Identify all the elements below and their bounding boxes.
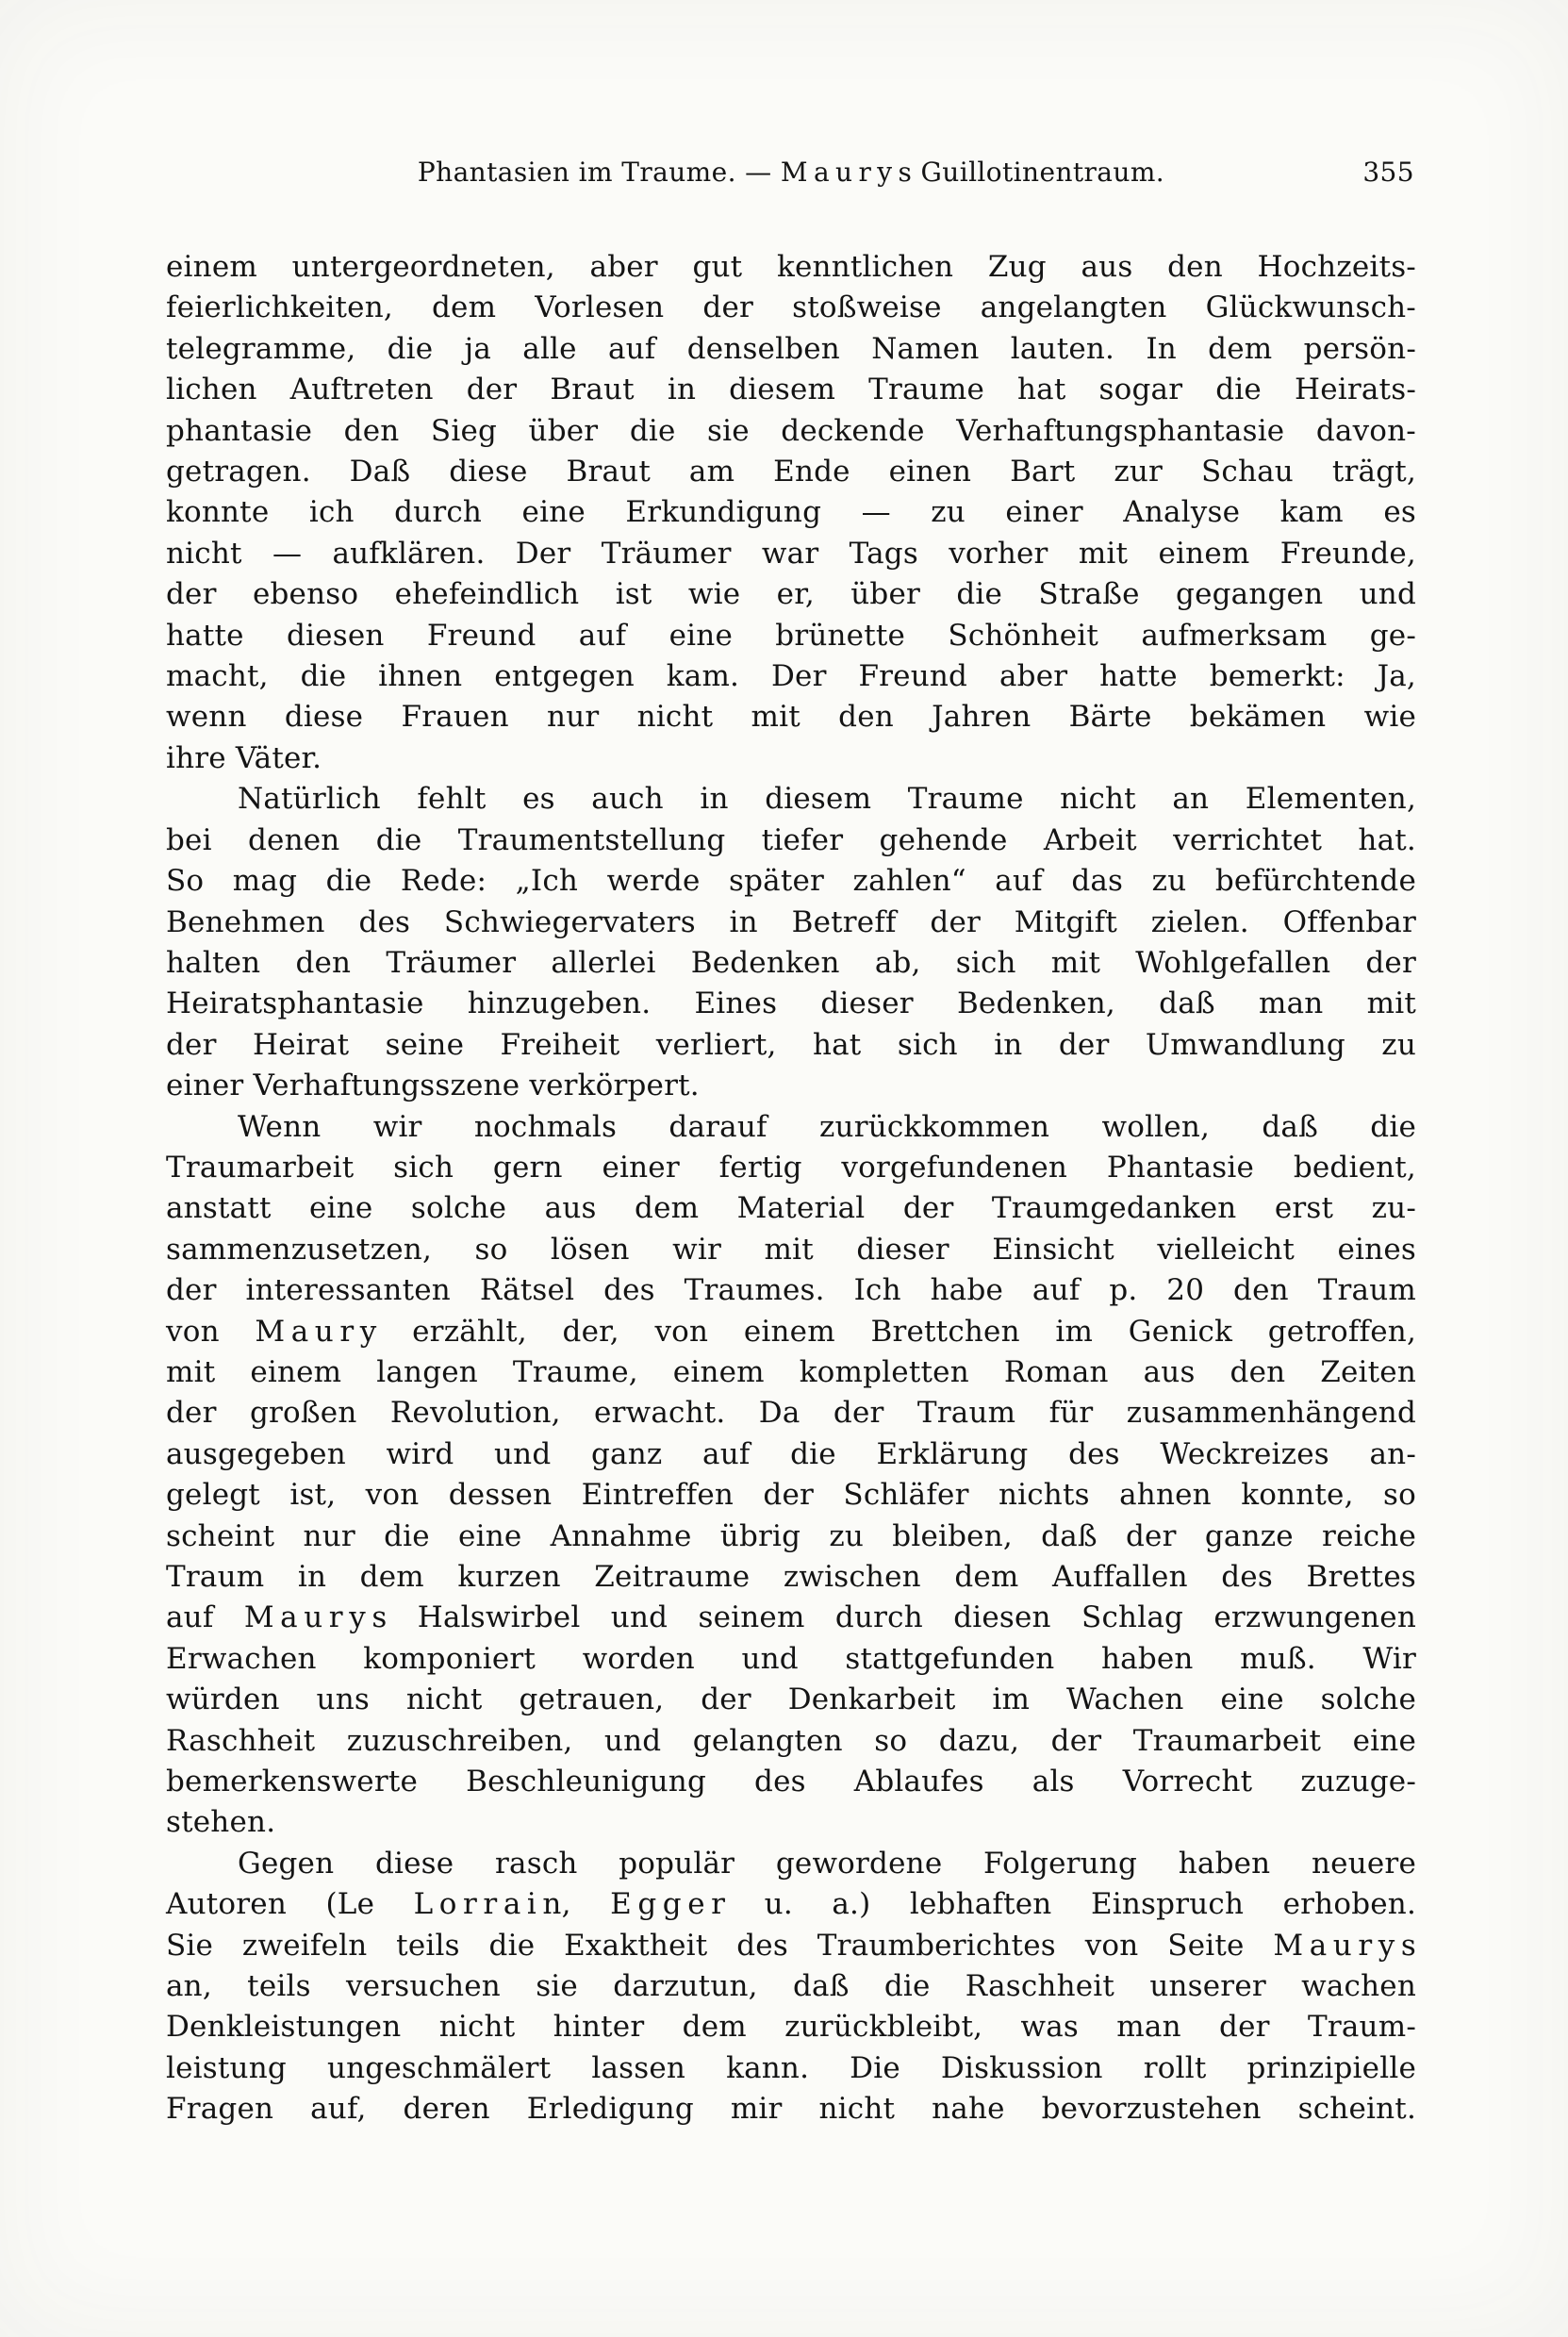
text-line: anstatt eine solche aus dem Material der Traumgedanken erst zu-: [166, 1191, 1416, 1226]
paragraph: [166, 1844, 1416, 2130]
text-line: gelegt ist, von dessen Eintreffen der Schläfer nichts ahnen konnte, so: [166, 1478, 1416, 1513]
text-line: bemerkenswerte Beschleunigung des Ablaufes als Vorrecht zuzuge-: [166, 1765, 1416, 1799]
text-line: Heiratsphantasie hinzugeben. Eines dieser Bedenken, daß man mit: [166, 986, 1416, 1021]
page-body: [166, 247, 1416, 2130]
text-line: stehen.: [166, 1805, 276, 1840]
text-line: der großen Revolution, erwacht. Da der Traum für zusammenhängend: [166, 1396, 1416, 1431]
text-line: halten den Träumer allerlei Bedenken ab, sich mit Wohlgefallen der: [166, 945, 1416, 980]
text-line: der ebenso ehefeindlich ist wie er, über die Straße gegangen und: [166, 577, 1416, 612]
text-line: auf M a u r y s Halswirbel und seinem durch diesen Schlag erzwungenen: [166, 1600, 1416, 1635]
text-line: Denkleistungen nicht hinter dem zurückbleibt, was man der Traum-: [166, 2010, 1416, 2045]
text-line: ihre Väter.: [166, 740, 322, 775]
text-line: der Heirat seine Freiheit verliert, hat sich in der Umwandlung zu: [166, 1027, 1416, 1062]
page-number: 355: [1362, 157, 1414, 188]
text-line: nicht — aufklären. Der Träumer war Tags vorher mit einem Freunde,: [166, 536, 1416, 571]
text-line: phantasie den Sieg über die sie deckende Verhaftungsphantasie davon-: [166, 413, 1416, 448]
paragraph: [166, 1107, 1416, 1844]
page-content: [166, 157, 1416, 2130]
text-line: Benehmen des Schwiegervaters in Betreff der Mitgift zielen. Offenbar: [166, 904, 1416, 939]
text-line: Autoren (Le L o r r a i n, E g g e r u. a.) lebhaften Einspruch erhoben.: [166, 1887, 1416, 1922]
text-line: So mag die Rede: „Ich werde später zahlen“ auf das zu befürchtende: [166, 864, 1416, 899]
text-line: macht, die ihnen entgegen kam. Der Freund aber hatte bemerkt: Ja,: [166, 659, 1416, 694]
text-line: sammenzusetzen, so lösen wir mit dieser Einsicht vielleicht eines: [166, 1232, 1416, 1267]
text-line: einer Verhaftungsszene verkörpert.: [166, 1069, 700, 1103]
paragraph: [166, 779, 1416, 1106]
text-line: ausgegeben wird und ganz auf die Erklärung des Weckreizes an-: [166, 1436, 1416, 1471]
text-line: telegramme, die ja alle auf denselben Namen lauten. In dem persön-: [166, 331, 1416, 366]
text-line: bei denen die Traumentstellung tiefer gehende Arbeit verrichtet hat.: [166, 822, 1416, 857]
text-line: an, teils versuchen sie darzutun, daß die Raschheit unserer wachen: [166, 1969, 1416, 2004]
text-line: mit einem langen Traume, einem kompletten Roman aus den Zeiten: [166, 1354, 1416, 1389]
text-line: Fragen auf, deren Erledigung mir nicht nahe bevorzustehen scheint.: [166, 2092, 1416, 2127]
header-title: Phantasien im Traume. — M a u r y s Guillotinentraum.: [417, 157, 1165, 188]
text-line: Natürlich fehlt es auch in diesem Traume nicht an Elementen,: [238, 782, 1416, 817]
text-line: leistung ungeschmälert lassen kann. Die Diskussion rollt prinzipielle: [166, 2050, 1416, 2085]
running-header: [166, 157, 1416, 198]
text-line: Raschheit zuzuschreiben, und gelangten so dazu, der Traumarbeit eine: [166, 1723, 1416, 1758]
text-line: wenn diese Frauen nur nicht mit den Jahren Bärte bekämen wie: [166, 700, 1416, 735]
text-line: lichen Auftreten der Braut in diesem Traume hat sogar die Heirats-: [166, 373, 1416, 407]
text-line: Traumarbeit sich gern einer fertig vorgefundenen Phantasie bedient,: [166, 1150, 1416, 1185]
text-line: einem untergeordneten, aber gut kenntlichen Zug aus den Hochzeits-: [166, 250, 1416, 284]
text-line: feierlichkeiten, dem Vorlesen der stoßweise angelangten Glückwunsch-: [166, 290, 1416, 325]
text-line: Sie zweifeln teils die Exaktheit des Traumberichtes von Seite M a u r y s: [166, 1928, 1416, 1963]
text-line: von M a u r y erzählt, der, von einem Brettchen im Genick getroffen,: [166, 1314, 1416, 1349]
text-line: Erwachen komponiert worden und stattgefunden haben muß. Wir: [166, 1641, 1416, 1676]
text-line: getragen. Daß diese Braut am Ende einen Bart zur Schau trägt,: [166, 455, 1416, 489]
text-line: Traum in dem kurzen Zeitraume zwischen dem Auffallen des Brettes: [166, 1560, 1416, 1594]
text-line: konnte ich durch eine Erkundigung — zu einer Analyse kam es: [166, 495, 1416, 530]
paragraph: [166, 247, 1416, 779]
text-line: hatte diesen Freund auf eine brünette Schönheit aufmerksam ge-: [166, 618, 1416, 653]
text-line: scheint nur die eine Annahme übrig zu bleiben, daß der ganze reiche: [166, 1518, 1416, 1553]
text-line: Gegen diese rasch populär gewordene Folgerung haben neuere: [238, 1846, 1416, 1881]
text-line: würden uns nicht getrauen, der Denkarbeit im Wachen eine solche: [166, 1682, 1416, 1717]
text-line: der interessanten Rätsel des Traumes. Ich habe auf p. 20 den Traum: [166, 1273, 1416, 1308]
text-line: Wenn wir nochmals darauf zurückkommen wollen, daß die: [238, 1109, 1416, 1144]
